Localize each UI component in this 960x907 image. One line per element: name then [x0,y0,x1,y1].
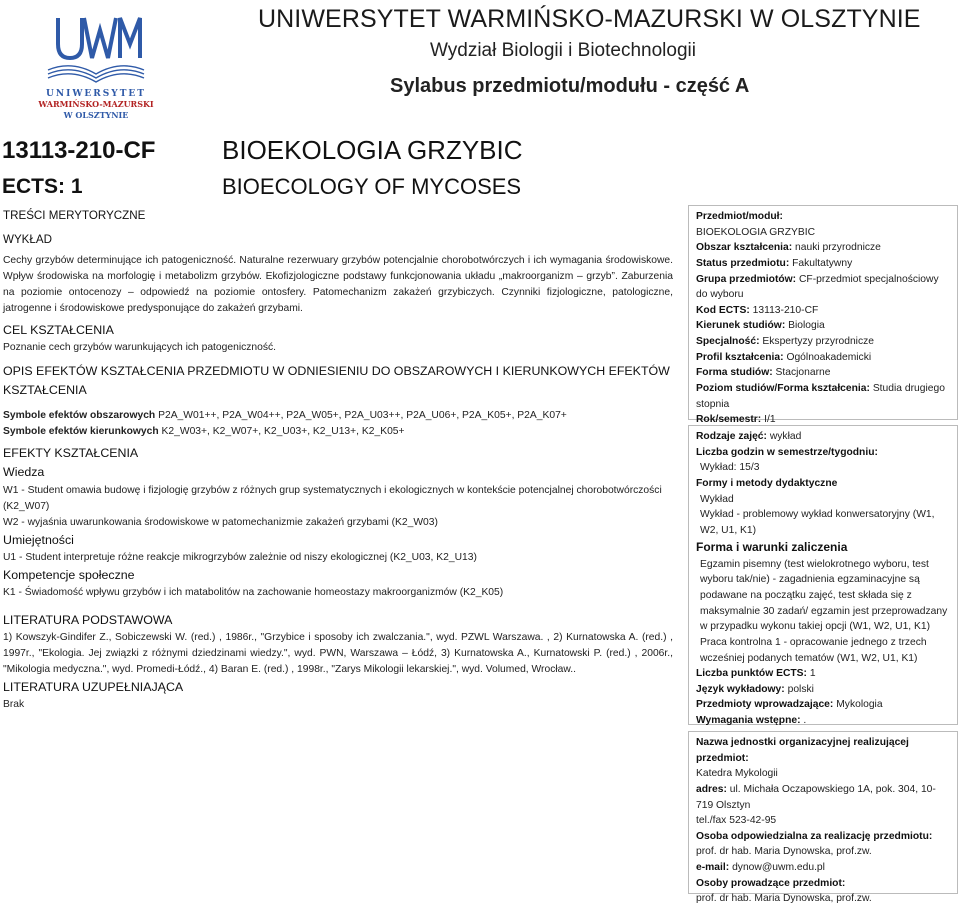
course-name-en: BIOECOLOGY OF MYCOSES [222,174,522,199]
outcomes-heading: OPIS EFEKTÓW KSZTAŁCENIA PRZEDMIOTU W ODNIESIENIU DO OBSZAROWYCH I KIERUNKOWYCH EFEKTÓW KSZTAŁCENIA [3,363,670,398]
subject-value: BIOEKOLOGIA GRZYBIC [696,226,816,238]
area-symbols-row [3,408,673,424]
phone-value: 523-42-95 [729,815,777,827]
hours-value: Wykład: 15/3 [700,462,760,474]
social-k1: K1 - Świadomość wpływu grzybów i ich matabolitów na zachowanie homeostazy makroorganizmów (K2_K05) [3,586,504,598]
unit-value: Katedra Mykologii [696,768,778,780]
goal-text: Poznanie cech grzybów warunkujących ich patogeniczność. [3,341,277,353]
assessment-heading: Forma i warunki zaliczenia [696,540,848,555]
field-symbols: K2_W03+, K2_W07+, K2_U03+, K2_U13+, K2_K05+ [161,426,405,438]
content-heading: TREŚCI MERYTORYCZNE [3,209,146,222]
course-code: 13113-210-CF [2,137,156,164]
spec-value: Ekspertyzy przyrodnicze [762,336,874,348]
effects-heading: EFEKTY KSZTAŁCENIA [3,446,139,461]
group-value: CF-przedmiot specjalnościowy do wyboru [696,273,939,301]
unit-label: Nazwa jednostki organizacyjnej realizującej przedmiot: [696,737,909,764]
knowledge-w1: W1 - Student omawia budowę i fizjologię grzybów z różnych grup systematycznych i ekologicznych w kontekście potencjalnej chorobotwórczości (K2_W07) [3,484,662,512]
level-value: Studia drugiego stopnia [696,383,945,410]
teachers-label: Osoby prowadzące przedmiot: [696,877,846,889]
field-symbols-row [3,424,673,440]
group-label: Grupa przedmiotów: [696,273,797,285]
assessment-text2: Praca kontrolna 1 - opracowanie jednego z trzech wcześniej podanych tematów (W1, W2, U1, K1) [700,636,927,664]
uwm-logo-icon [34,10,158,122]
skills-heading: Umiejętności [3,532,74,547]
status-value: Fakultatywny [792,257,853,269]
lecture-heading: WYKŁAD [3,232,52,246]
level-label: Poziom studiów/Forma kształcenia: [696,383,870,395]
profile-label: Profil kształcenia: [696,351,784,363]
unit-info-box [688,731,958,905]
course-name-pl: BIOEKOLOGIA GRZYBIC [222,135,523,165]
methods-value2: Wykład - problemowy wykład konwersatoryjny (W1, W2, U1, K1) [700,509,935,536]
email-link[interactable]: dynow@uwm.edu.pl [732,862,825,874]
subject-label: Przedmiot/moduł: [696,211,783,222]
area-value: nauki przyrodnicze [795,242,881,254]
ects-points-value: 1 [809,668,816,680]
form-value: Stacjonarne [775,367,831,379]
email-label: e-mail: [696,862,730,874]
faculty-name: Wydział Biologii i Biotechnologii [430,40,696,61]
syllabus-title: Sylabus przedmiotu/modułu - część A [390,75,750,97]
field-value: Biologia [788,320,825,332]
course-ects: ECTS: 1 [2,175,83,198]
methods-label: Formy i metody dydaktyczne [696,477,838,489]
main-content [3,207,673,713]
ects-code-value: 13113-210-CF [752,304,819,316]
lit-extra-heading: LITERATURA UZUPEŁNIAJĄCA [3,679,184,694]
class-type-value: wykład [769,431,802,442]
field-symbols-label: Symbole efektów kierunkowych [3,426,159,438]
logo-line3: W OLSZTYNIE [63,110,129,120]
lit-extra-text: Brak [3,699,25,711]
area-symbols-label: Symbole efektów obszarowych [3,410,156,422]
course-info-box [688,205,958,426]
hours-label: Liczba godzin w semestrze/tygodniu: [696,446,878,458]
year-value: I/1 [764,414,776,426]
university-logo [34,10,158,122]
lit-basic-text: 1) Kowszyk-Gindifer Z., Sobiczewski W. (red.) , 1986r., "Grzybice i sposoby ich zwalczania.", wyd. PZWL Warszawa. , 2) Kurnatowska A. (red.) , 1997r., "Ekologia. Jej związki z różnymi dziedzinami wiedzy.", wyd. PWN, Warszawa – Łódź, 3) Kurnatowska A., Kurnatowski P. (red.) , 2006r., "Mikologia medyczna.", wyd. Promedi-Łódź., 4) Baran E. (red.) , 1998r., "Zarys Mikologii lekarskiej.", wyd. Volumed, Wrocław.. [3,632,673,676]
assessment-text1: Egzamin pisemny (test wielokrotnego wyboru, test wyboru tak/nie) - zagadnienia egzaminacyjne są podawane na początku zajęć, test składa się z maksymalnie 30 zadań/ egzamin jest przeprowadzany w przypadku wykonu takiej opcji (W1, W2, U1, K1) [700,558,948,633]
form-label: Forma studiów: [696,367,773,379]
methods-value1: Wykład [700,493,734,505]
lecture-text: Cechy grzybów determinujące ich patogeniczność. Naturalne rezerwuary grzybów potencjalnie chorobotwórczych i ich wymagania środowiskowe. Wpływ środowiska na morfologię i metabolizm grzybów. Ekofizjologiczne podstawy funkcjonowania układu „makroorganizm – grzyb”. Zaburzenia na poziomie ontocenozy – odpowiedź na poziomie ontosfery. Patomechanizm zakażeń grzybiczych. Czynniki fizjologiczne, patologiczne, jatrogenne i środowiskowe predysponujące do zakażeń grzybami. [3,254,673,314]
knowledge-w2: W2 - wyjaśnia uwarunkowania środowiskowe w patomechanizmie zakażeń grzybami (K2_W03) [3,516,438,528]
logo-line1: UNIWERSYTET [46,89,146,99]
year-label: Rok/semestr: [696,414,762,426]
responsible-label: Osoba odpowiedzialna za realizację przedmiotu: [696,830,933,842]
ects-points-label: Liczba punktów ECTS: [696,668,807,680]
requirements-value: . [803,715,807,727]
language-label: Język wykładowy: [696,683,785,695]
skills-u1: U1 - Student interpretuje różne reakcje mikrogrzybów zależnie od niszy ekologicznej (K2_U03, K2_U13) [3,551,477,563]
goal-heading: CEL KSZTAŁCENIA [3,322,114,337]
area-label: Obszar kształcenia: [696,242,793,254]
status-label: Status przedmiotu: [696,257,790,269]
teachers-value: prof. dr hab. Maria Dynowska, prof.zw. [696,893,872,905]
address-value: ul. Michała Oczapowskiego 1A, pok. 304, 10-719 Olsztyn [696,783,936,811]
field-label: Kierunek studiów: [696,320,786,332]
address-label: adres: [696,783,727,795]
knowledge-heading: Wiedza [3,465,45,480]
spec-label: Specjalność: [696,336,760,348]
social-heading: Kompetencje społeczne [3,567,135,582]
phone-label: tel./fax [696,815,727,827]
requirements-label: Wymagania wstępne: [696,715,801,727]
logo-line2: WARMIŃSKO-MAZURSKI [38,99,154,109]
area-symbols: P2A_W01++, P2A_W04++, P2A_W05+, P2A_U03++, P2A_U06+, P2A_K05+, P2A_K07+ [158,410,567,422]
university-name: UNIWERSYTET WARMIŃSKO-MAZURSKI W OLSZTYNIE [258,5,921,33]
class-type-label: Rodzaje zajęć: [696,431,767,442]
responsible-value: prof. dr hab. Maria Dynowska, prof.zw. [696,846,872,858]
classes-info-box [688,425,958,725]
profile-value: Ogólnoakademicki [786,351,872,363]
prereq-label: Przedmioty wprowadzające: [696,699,834,711]
ects-code-label: Kod ECTS: [696,304,750,316]
lit-basic-heading: LITERATURA PODSTAWOWA [3,612,173,627]
language-value: polski [787,683,814,695]
prereq-value: Mykologia [836,699,883,711]
